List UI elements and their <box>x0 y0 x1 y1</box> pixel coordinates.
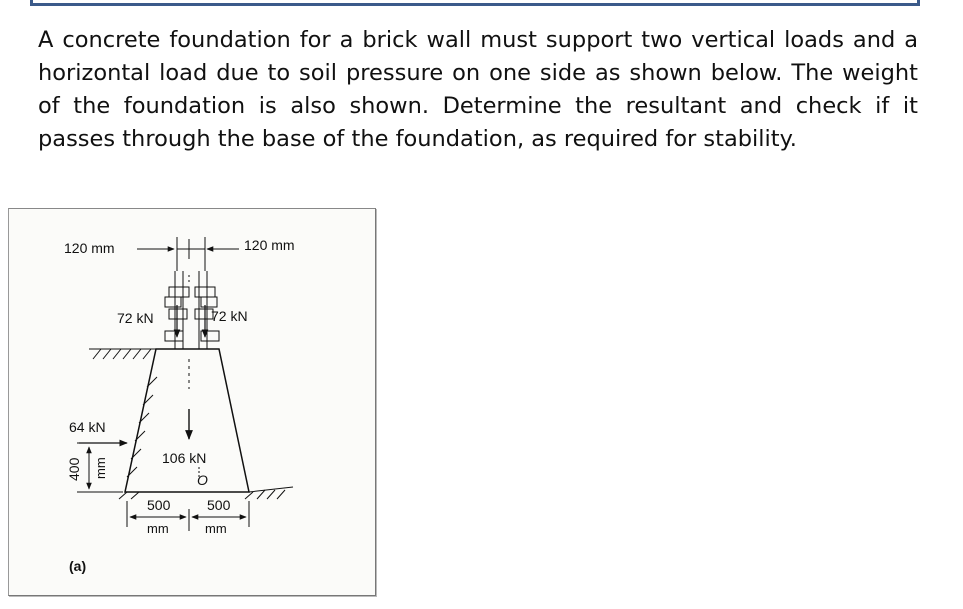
origin-label: O <box>197 472 208 488</box>
base-left-value: 500 <box>147 497 171 513</box>
load-left-label: 72 kN <box>117 310 154 326</box>
height-value: 400 <box>66 457 82 481</box>
load-right-label: 72 kN <box>211 308 248 324</box>
title-box-border <box>30 0 920 6</box>
height-unit: mm <box>93 457 108 479</box>
foundation-trapezoid <box>125 349 249 492</box>
dim-right-120-label: 120 mm <box>244 237 295 253</box>
problem-statement: A concrete foundation for a brick wall must support two vertical loads and a horizontal load due to soil pressure on one side as shown below. The weight of the foundation is also shown. Determine the resultant and check if it passes through the base of the foundation, as required for stability. <box>38 27 918 152</box>
dim-left-120-label: 120 mm <box>64 240 115 256</box>
foundation-diagram <box>9 209 376 596</box>
horizontal-load-label: 64 kN <box>69 419 106 435</box>
foundation-figure <box>8 208 376 596</box>
base-right-unit: mm <box>205 521 227 536</box>
ground-hatch-top <box>89 349 156 359</box>
base-left-unit: mm <box>147 521 169 536</box>
base-right-value: 500 <box>207 497 231 513</box>
weight-label: 106 kN <box>162 450 207 466</box>
figure-caption: (a) <box>69 558 87 574</box>
